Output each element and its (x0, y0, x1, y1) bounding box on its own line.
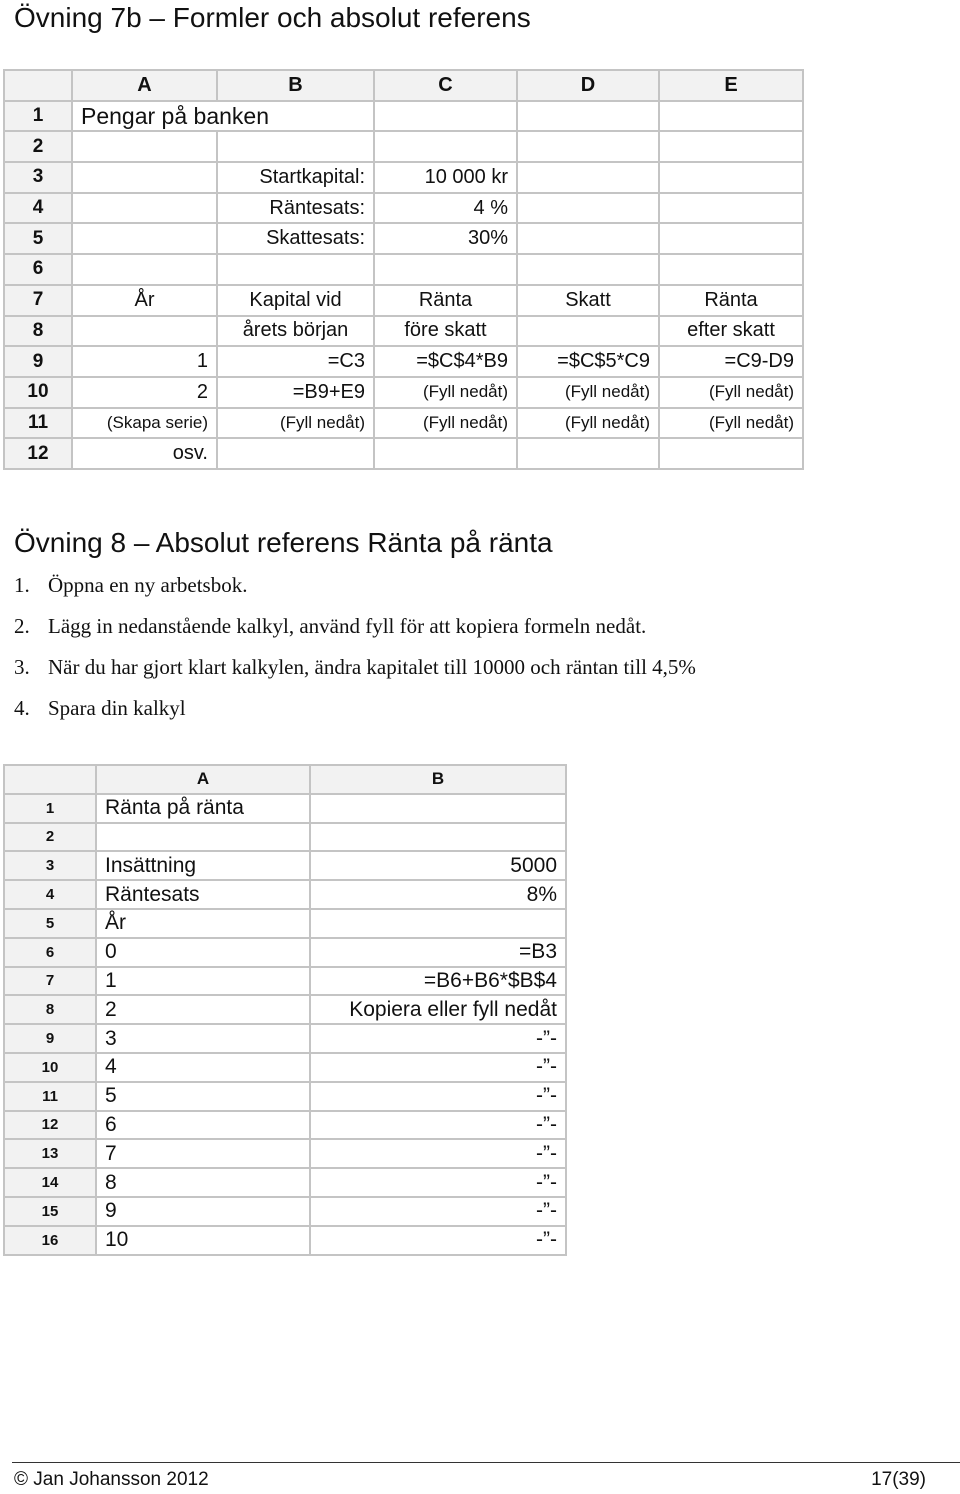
step-text: Lägg in nedanstående kalkyl, använd fyll för att kopiera formeln nedåt. (48, 614, 647, 638)
step-text: När du har gjort klart kalkylen, ändra kapitalet till 10000 och räntan till 4,5% (48, 655, 696, 679)
cell (217, 131, 374, 162)
table-row (4, 408, 803, 439)
row-header: 16 (4, 1226, 96, 1255)
spreadsheet-exercise-8 (3, 764, 567, 1256)
cell: -”- (310, 1226, 566, 1255)
cell: (Fyll nedåt) (659, 408, 803, 439)
column-header: B (217, 70, 374, 101)
cell (217, 254, 374, 285)
cell: 6 (96, 1111, 310, 1140)
row-header: 1 (4, 101, 72, 132)
cell: Ränta (659, 285, 803, 316)
row-header: 11 (4, 1082, 96, 1111)
footer-copyright: © Jan Johansson 2012 (14, 1469, 209, 1490)
table-row (4, 1111, 566, 1140)
cell: Räntesats (96, 880, 310, 909)
cell (659, 254, 803, 285)
cell (374, 254, 517, 285)
cell: -”- (310, 1053, 566, 1082)
row-header: 7 (4, 285, 72, 316)
table-row (4, 162, 803, 193)
cell (72, 162, 217, 193)
cell: (Fyll nedåt) (217, 408, 374, 439)
cell (310, 823, 566, 852)
cell (310, 794, 566, 823)
cell (72, 316, 217, 347)
cell: 1 (96, 967, 310, 996)
cell (517, 162, 659, 193)
footer-divider (12, 1462, 960, 1463)
cell (72, 131, 217, 162)
cell (72, 223, 217, 254)
row-header: 9 (4, 346, 72, 377)
step-text: Spara din kalkyl (48, 696, 186, 720)
cell: (Fyll nedåt) (517, 408, 659, 439)
cell: 0 (96, 938, 310, 967)
cell: Skatt (517, 285, 659, 316)
corner-cell (4, 70, 72, 101)
row-header: 6 (4, 938, 96, 967)
row-header: 2 (4, 823, 96, 852)
row-header: 3 (4, 851, 96, 880)
table-row (4, 346, 803, 377)
cell: efter skatt (659, 316, 803, 347)
cell: 2 (72, 377, 217, 408)
table-row (4, 1168, 566, 1197)
table-row (4, 285, 803, 316)
cell (659, 193, 803, 224)
cell (374, 101, 517, 132)
cell: Kapital vid (217, 285, 374, 316)
cell: Räntesats: (217, 193, 374, 224)
table-row (4, 101, 803, 132)
cell (659, 101, 803, 132)
cell: (Fyll nedåt) (659, 377, 803, 408)
cell (72, 254, 217, 285)
cell (72, 193, 217, 224)
cell (659, 162, 803, 193)
cell: =C3 (217, 346, 374, 377)
exercise-8-title: Övning 8 – Absolut referens Ränta på ränta (14, 527, 553, 558)
table-row (4, 1082, 566, 1111)
cell: År (72, 285, 217, 316)
cell: (Skapa serie) (72, 408, 217, 439)
table-row (4, 1139, 566, 1168)
spreadsheet-exercise-7b (3, 69, 804, 470)
list-item (14, 566, 696, 607)
row-header: 2 (4, 131, 72, 162)
row-header: 4 (4, 193, 72, 224)
cell: -”- (310, 1024, 566, 1053)
cell: 8% (310, 880, 566, 909)
column-header: C (374, 70, 517, 101)
row-header: 12 (4, 438, 72, 469)
table-row (4, 794, 566, 823)
cell (217, 438, 374, 469)
row-header: 4 (4, 880, 96, 909)
cell: -”- (310, 1111, 566, 1140)
sheet-title-cell: Pengar på banken (72, 101, 374, 132)
instruction-list (14, 566, 696, 730)
cell: =B3 (310, 938, 566, 967)
table-row (4, 880, 566, 909)
cell (659, 223, 803, 254)
row-header: 8 (4, 316, 72, 347)
table-row (4, 823, 566, 852)
table-row (4, 909, 566, 938)
row-header: 7 (4, 967, 96, 996)
step-number: 4. (14, 696, 30, 720)
cell: =B6+B6*$B$4 (310, 967, 566, 996)
cell: 5 (96, 1082, 310, 1111)
row-header: 3 (4, 162, 72, 193)
row-header: 14 (4, 1168, 96, 1197)
cell: (Fyll nedåt) (517, 377, 659, 408)
cell: År (96, 909, 310, 938)
cell: (Fyll nedåt) (374, 377, 517, 408)
cell: Ränta på ränta (96, 794, 310, 823)
table-row (4, 851, 566, 880)
step-number: 3. (14, 655, 30, 679)
cell (517, 101, 659, 132)
cell: 8 (96, 1168, 310, 1197)
column-header: D (517, 70, 659, 101)
cell: -”- (310, 1139, 566, 1168)
row-header: 15 (4, 1197, 96, 1226)
cell: Ränta (374, 285, 517, 316)
cell: 4 (96, 1053, 310, 1082)
row-header: 5 (4, 909, 96, 938)
row-header: 9 (4, 1024, 96, 1053)
cell: =C9-D9 (659, 346, 803, 377)
table-row (4, 1226, 566, 1255)
list-item (14, 648, 696, 689)
cell: -”- (310, 1082, 566, 1111)
table-row (4, 1197, 566, 1226)
cell: 10 000 kr (374, 162, 517, 193)
cell: före skatt (374, 316, 517, 347)
column-header: E (659, 70, 803, 101)
table-row (4, 254, 803, 285)
cell (517, 223, 659, 254)
row-header: 8 (4, 995, 96, 1024)
cell: årets början (217, 316, 374, 347)
corner-cell (4, 765, 96, 794)
step-number: 2. (14, 614, 30, 638)
cell: -”- (310, 1197, 566, 1226)
table-row (4, 1053, 566, 1082)
table-row (4, 1024, 566, 1053)
cell: =B9+E9 (217, 377, 374, 408)
row-header: 10 (4, 377, 72, 408)
cell: Insättning (96, 851, 310, 880)
list-item (14, 607, 696, 648)
cell (310, 909, 566, 938)
cell (517, 316, 659, 347)
cell: =$C$4*B9 (374, 346, 517, 377)
row-header: 12 (4, 1111, 96, 1140)
table-row (4, 995, 566, 1024)
cell: -”- (310, 1168, 566, 1197)
cell (96, 823, 310, 852)
step-text: Öppna en ny arbetsbok. (48, 573, 248, 597)
cell: Startkapital: (217, 162, 374, 193)
cell (517, 131, 659, 162)
row-header: 1 (4, 794, 96, 823)
table-row (4, 967, 566, 996)
cell: (Fyll nedåt) (374, 408, 517, 439)
cell: 1 (72, 346, 217, 377)
cell (659, 131, 803, 162)
page-number: 17(39) (871, 1469, 926, 1490)
row-header: 10 (4, 1053, 96, 1082)
cell (517, 438, 659, 469)
cell: 4 % (374, 193, 517, 224)
cell: =$C$5*C9 (517, 346, 659, 377)
step-number: 1. (14, 573, 30, 597)
cell (517, 193, 659, 224)
cell: 2 (96, 995, 310, 1024)
row-header: 13 (4, 1139, 96, 1168)
row-header: 11 (4, 408, 72, 439)
cell: 30% (374, 223, 517, 254)
table-row (4, 131, 803, 162)
column-header: B (310, 765, 566, 794)
row-header: 5 (4, 223, 72, 254)
table-row (4, 223, 803, 254)
cell: Skattesats: (217, 223, 374, 254)
cell (374, 131, 517, 162)
cell: osv. (72, 438, 217, 469)
cell (517, 254, 659, 285)
cell: 10 (96, 1226, 310, 1255)
table-row (4, 438, 803, 469)
cell (659, 438, 803, 469)
cell: 9 (96, 1197, 310, 1226)
table-row (4, 316, 803, 347)
cell: 5000 (310, 851, 566, 880)
list-item (14, 689, 696, 730)
cell (374, 438, 517, 469)
row-header: 6 (4, 254, 72, 285)
cell: 7 (96, 1139, 310, 1168)
column-header: A (72, 70, 217, 101)
column-header: A (96, 765, 310, 794)
exercise-7b-title: Övning 7b – Formler och absolut referens (14, 2, 531, 33)
cell: 3 (96, 1024, 310, 1053)
table-row (4, 193, 803, 224)
table-row (4, 938, 566, 967)
cell: Kopiera eller fyll nedåt (310, 995, 566, 1024)
table-row (4, 377, 803, 408)
